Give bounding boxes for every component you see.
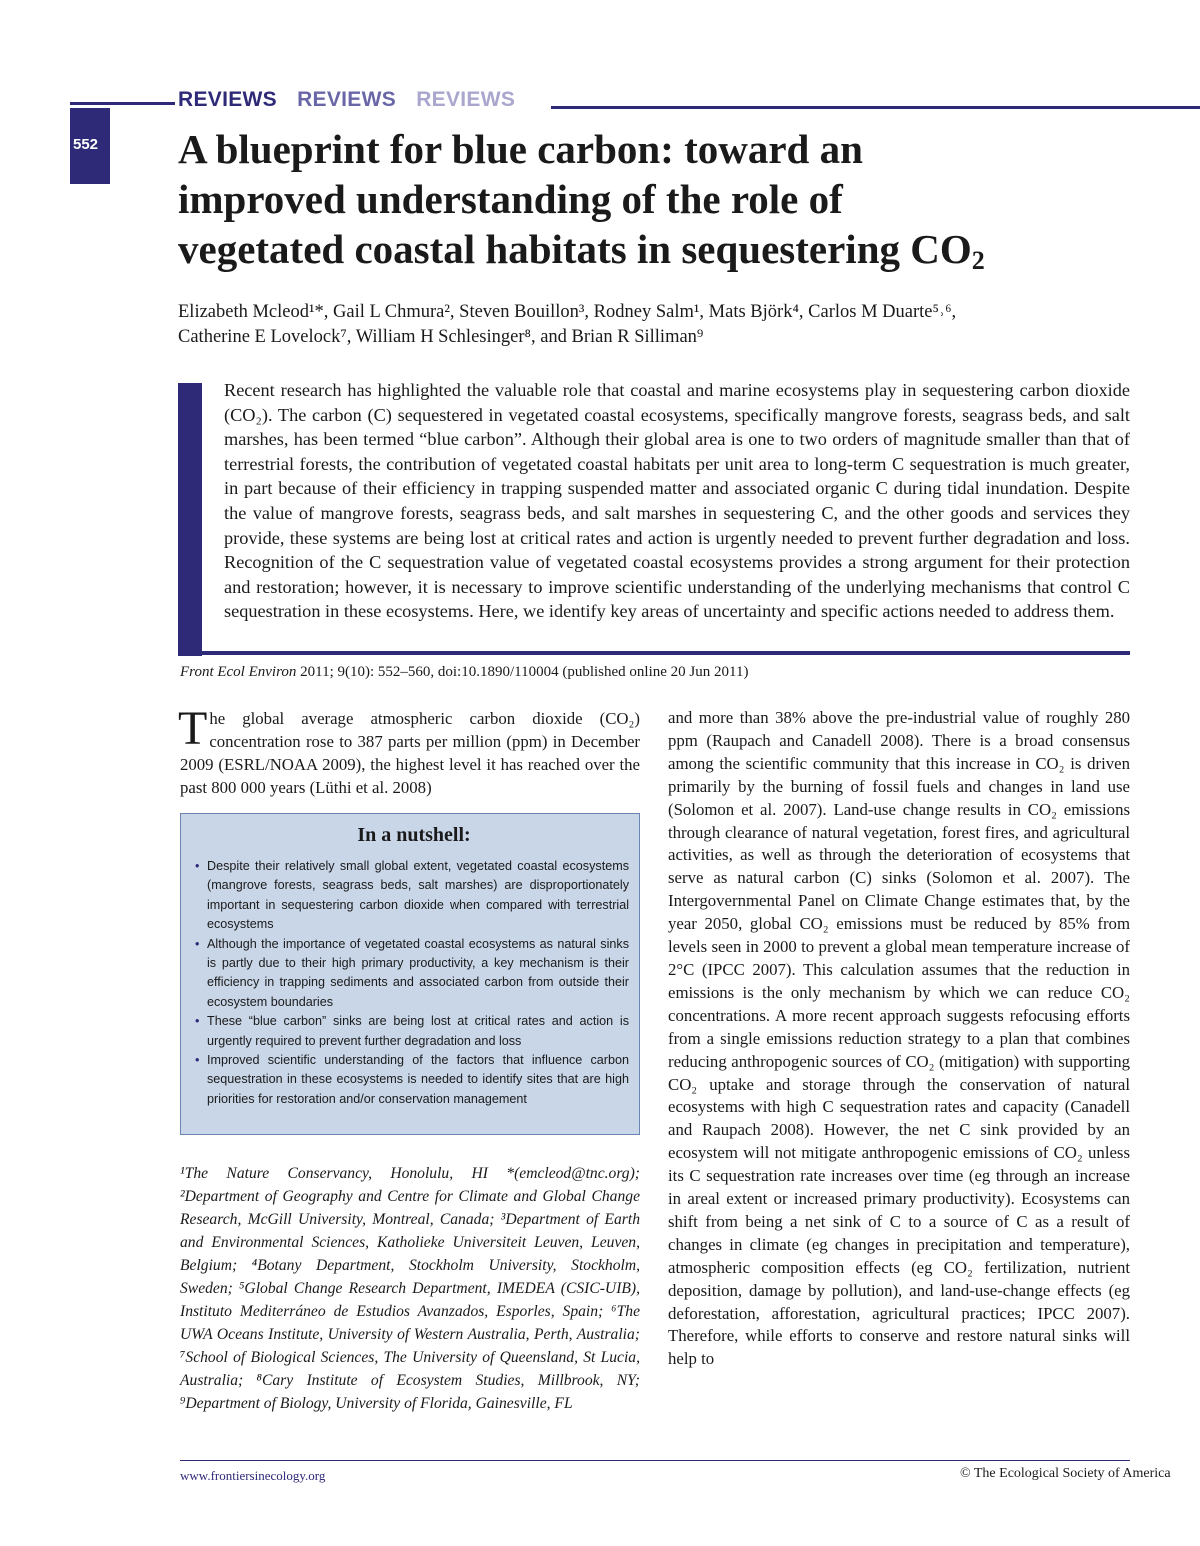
title-line-2: improved understanding of the role of: [178, 176, 843, 222]
page-number: 552: [73, 136, 99, 153]
nutshell-item: • These “blue carbon” sinks are being lost at critical rates and action is urgently required to prevent further degradation and loss: [199, 1012, 629, 1051]
title-line-3: vegetated coastal habitats in sequestering CO: [178, 226, 972, 272]
author-line-2: Catherine E Lovelock⁷, William H Schlesinger⁸, and Brian R Silliman⁹: [178, 327, 704, 347]
nutshell-box: [180, 813, 640, 1135]
body-left-text: he global average atmospheric carbon dioxide (CO₂) concentration rose to 387 parts per million (ppm) in December 2009 (ESRL/NOAA 2009), the highest level it has reached over the past 800 000 years (Lüthi et al. 2008): [180, 709, 640, 797]
reviews-label-1: REVIEWS: [178, 88, 277, 111]
affiliations-footnotes: ¹The Nature Conservancy, Honolulu, HI *(emcleod@tnc.org); ²Department of Geography and Centre for Climate and Global Change Research, McGill University, Montreal, Canada; ³Department of Earth and Environmental Sciences, Katholieke Universiteit Leuven, Leuven, Belgium; ⁴Botany Department, Stockholm University, Stockholm, Sweden; ⁵Global Change Research Department, IMEDEA (CSIC-UIB), Instituto Mediterráneo de Estudios Avanzados, Esporles, Spain; ⁶The UWA Oceans Institute, University of Western Australia, Perth, Australia; ⁷School of Biological Sciences, The University of Queensland, St Lucia, Australia; ⁸Cary Institute of Ecosystem Studies, Millbrook, NY; ⁹Department of Biology, University of Florida, Gainesville, FL: [180, 1165, 640, 1412]
section-label: [178, 88, 529, 112]
header-rule-right: [551, 106, 1200, 109]
citation: [180, 664, 748, 681]
nutshell-item: • Although the importance of vegetated coastal ecosystems as natural sinks is partly due to their high primary productivity, a key mechanism is their efficiency in trapping sediments and associated carbon from outside their ecosystem boundaries: [199, 935, 629, 1013]
reviews-label-2: REVIEWS: [297, 88, 397, 111]
title-subscript: 2: [971, 246, 985, 275]
article-title: [178, 124, 1178, 286]
author-list: [178, 300, 1138, 350]
author-line-1: Elizabeth Mcleod¹*, Gail L Chmura², Steven Bouillon³, Rodney Salm¹, Mats Björk⁴, Carlos M Duarte⁵˒⁶,: [178, 302, 957, 322]
footer-copyright: © The Ecological Society of America: [960, 1466, 1171, 1481]
footer-rule: [180, 1460, 1130, 1461]
nutshell-title: In a nutshell:: [357, 824, 471, 846]
footer-url-link[interactable]: www.frontiersinecology.org: [180, 1468, 326, 1483]
journal-name: Front Ecol Environ: [180, 664, 297, 680]
nutshell-list: [199, 857, 629, 1109]
reviews-label-3: REVIEWS: [416, 88, 516, 111]
drop-cap: T: [178, 702, 208, 755]
body-left-column: [178, 702, 640, 799]
body-right-column: and more than 38% above the pre-industrial value of roughly 280 ppm (Raupach and Canadell 2008). There is a broad consensus among the scientific community that this increase in CO₂ is driven primarily by the burning of fossil fuels and changes in land use (Solomon et al. 2007). Land-use change results in CO₂ emissions through clearance of natural vegetation, forest fires, and agricultural activities, as well as through the deterioration of ecosystems that serve as natural carbon (C) sinks (Solomon et al. 2007). The Intergovernmental Panel on Climate Change estimates that, by the year 2050, global CO₂ emissions must be reduced by 85% from levels seen in 2000 to prevent a global mean temperature increase of 2°C (IPCC 2007). This calculation assumes that the reduction in emissions is the only mechanism by which we can reduce CO₂ concentrations. A more recent approach suggests refocusing efforts from a single emissions reduction strategy to a plan that combines reducing anthropogenic sources of CO₂ (mitigation) with supporting CO₂ uptake and storage through the conservation of natural ecosystems with high C sequestration rates and capacity (Canadell and Raupach 2008). However, the net C sink provided by an ecosystem will not mitigate anthropogenic emissions of CO₂ unless its C sequestration rate increases over time (eg through an increase in areal extent or increased primary productivity). Ecosystems can shift from being a net sink of C to a source of C as a result of changes in climate (eg changes in precipitation and temperature), atmospheric composition effects (eg CO₂ fertilization, nutrient deposition, damage by pollution), and land-use-change effects (eg deforestation, afforestation, agricultural practices; IPCC 2007). Therefore, while efforts to conserve and restore natural sinks will help to: [668, 708, 1130, 1369]
abstract: Recent research has highlighted the valuable role that coastal and marine ecosystems play in sequestering carbon dioxide (CO₂). The carbon (C) sequestered in vegetated coastal ecosystems, specifically mangrove forests, seagrass beds, and salt marshes, has been termed “blue carbon”. Although their global area is one to two orders of magnitude smaller than that of terrestrial forests, the contribution of vegetated coastal habitats per unit area to long-term C sequestration is much greater, in part because of their efficiency in trapping suspended matter and associated organic C during tidal inundation. Despite the value of mangrove forests, seagrass beds, and salt marshes in sequestering C, and the other goods and services they provide, these systems are being lost at critical rates and action is urgently needed to prevent further degradation and loss. Recognition of the C sequestration value of vegetated coastal ecosystems provides a strong argument for their protection and restoration; however, it is necessary to improve scientific understanding of the underlying mechanisms that control C sequestration in these ecosystems. Here, we identify key areas of uncertainty and specific actions needed to address them.: [224, 380, 1130, 622]
abstract-rule: [178, 651, 1130, 655]
nutshell-item: • Despite their relatively small global extent, vegetated coastal ecosystems (mangrove forests, seagrass beds, salt marshes) are disproportionately important in sequestering carbon dioxide when compared with terrestrial ecosystems: [199, 857, 629, 935]
header-rule-left: [70, 102, 175, 105]
title-line-1: A blueprint for blue carbon: toward an: [178, 126, 863, 172]
nutshell-item: • Improved scientific understanding of the factors that influence carbon sequestration in these ecosystems is needed to identify sites that are high priorities for restoration and/or conservation management: [199, 1051, 629, 1109]
citation-details: 2011; 9(10): 552–560, doi:10.1890/110004 (published online 20 Jun 2011): [296, 664, 749, 680]
abstract-bar: [178, 383, 202, 656]
